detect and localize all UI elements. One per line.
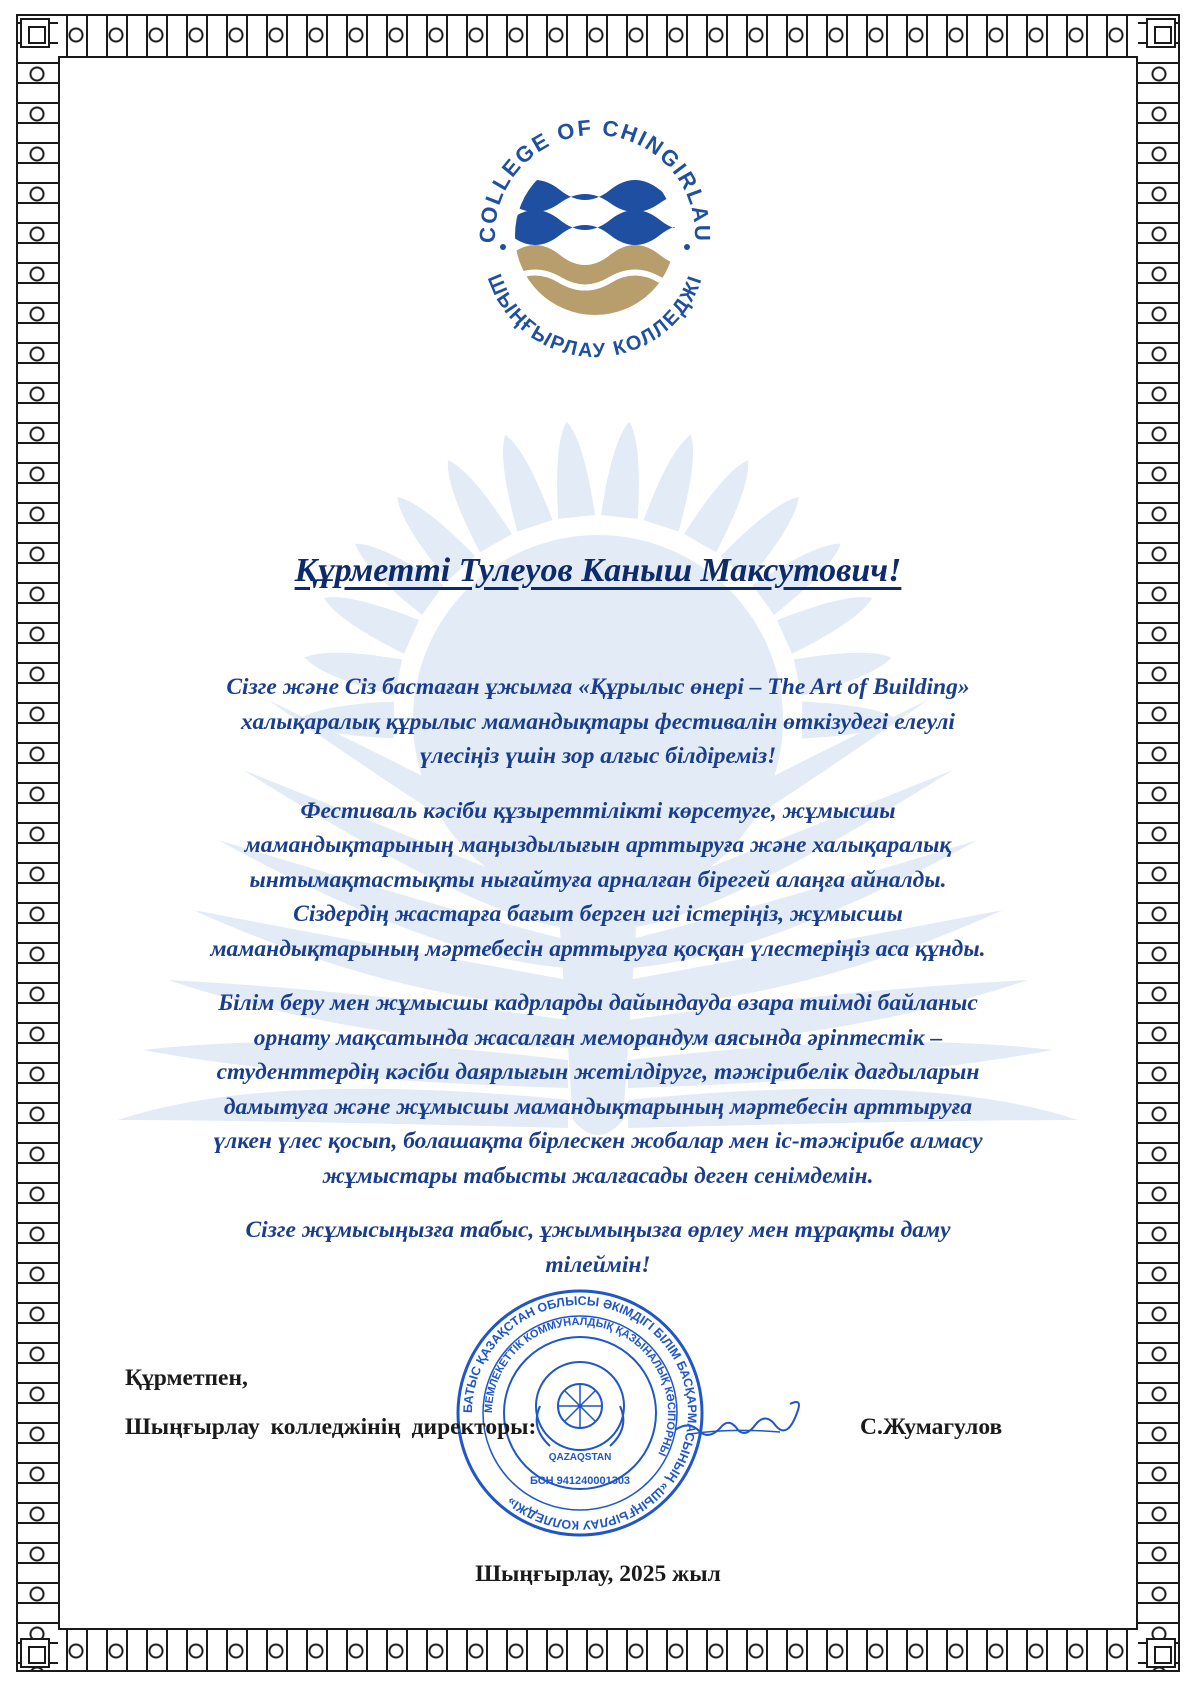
stamp-inner-text: МЕМЛЕКЕТТІК КОММУНАЛДЫҚ ҚАЗЫНАЛЫҚ КӘСІПОРНЫ <box>482 1315 678 1458</box>
handwritten-signature <box>670 1390 810 1450</box>
paragraph-line: студенттердің кәсіби даярлығын жетілдіруге, тәжірибелік дағдыларын <box>216 1059 980 1085</box>
paragraph-line: ынтымақтастықты нығайтуға арналған бірегей алаңға айналды. <box>249 866 947 893</box>
paragraph-line: орнату мақсатында жасалған меморандум аясында әріптестік – <box>253 1024 943 1051</box>
stamp-bin-text: БСН 941240001303 <box>529 1475 631 1487</box>
salutation-heading: Құрметті Тулеуов Каныш Максутович! <box>294 552 902 589</box>
paragraph-line: Фестиваль кәсіби құзыреттілікті көрсетуге, жұмысшы <box>300 797 896 824</box>
signer-name: С.Жумагулов <box>860 1414 1003 1440</box>
paragraph-line: Білім беру мен жұмысшы кадрларды дайындауда өзара тиімді байланыс <box>218 990 978 1016</box>
paragraph-line: дамытуға және жұмысшы мамандықтарының мәртебесін арттыруға <box>223 1093 973 1120</box>
college-logo <box>455 95 735 375</box>
corner-ornament-top-right <box>1146 18 1176 48</box>
corner-ornament-top-left <box>20 18 50 48</box>
paragraph-line: халықаралық құрылыс мамандықтары фестивалін өткізудегі елеулі <box>241 708 955 735</box>
signer-title: Шыңғырлау колледжінің директоры: <box>125 1414 537 1440</box>
paragraph-line: жұмыстары табысты жалғасады деген сенімдемін. <box>322 1162 874 1189</box>
paragraph-line: үлесіңіз үшін зор алғыс білдіреміз! <box>419 743 777 769</box>
official-stamp <box>455 1288 705 1538</box>
paragraph-memorandum <box>110 986 1086 1193</box>
paragraph-line: мамандықтарының мәртебесін арттыруға қосқан үлестеріңіз аса құнды. <box>210 935 986 962</box>
corner-ornament-bottom-right <box>1146 1638 1176 1668</box>
place-and-year: Шыңғырлау, 2025 жыл <box>475 1561 721 1587</box>
paragraph-line: Сіздердің жастарға бағыт берген игі істеріңіз, жұмысшы <box>293 901 903 927</box>
stamp-outer-text: БАТЫС ҚАЗАҚСТАН ОБЛЫСЫ ӘКІМДІГІ БІЛІМ БАСҚАРМАСЫНЫҢ «ШЫҢҒЫРЛАУ КОЛЛЕДЖІ» <box>460 1293 700 1533</box>
paragraph-line: үлкен үлес қосып, болашақта бірлескен жобалар мен іс-тәжірибе алмасу <box>213 1128 983 1154</box>
letter-body <box>110 670 1086 1302</box>
paragraph-line: тілеймін! <box>545 1251 651 1278</box>
paragraph-line: Сізге және Сіз бастаған ұжымға «Құрылыс өнері – The Art of Building» <box>226 674 970 700</box>
paragraph-wishes <box>110 1213 1086 1282</box>
paragraph-gratitude <box>110 670 1086 774</box>
closing-phrase: Құрметпен, <box>125 1365 248 1391</box>
logo-top-text: COLLEGE OF CHINGIRLAU <box>474 114 716 244</box>
state-emblem-icon <box>536 1362 624 1450</box>
paragraph-festival <box>110 794 1086 967</box>
paragraph-line: мамандықтарының маңыздылығын арттыруға және халықаралық <box>244 832 952 858</box>
logo-bottom-text: ШЫҢҒЫРЛАУ КОЛЛЕДЖІ <box>482 271 707 363</box>
paragraph-line: Сізге жұмысыңызға табыс, ұжымыңызға өрлеу мен тұрақты даму <box>245 1217 951 1243</box>
corner-ornament-bottom-left <box>20 1638 50 1668</box>
stamp-country-text: QAZAQSTAN <box>548 1452 612 1463</box>
